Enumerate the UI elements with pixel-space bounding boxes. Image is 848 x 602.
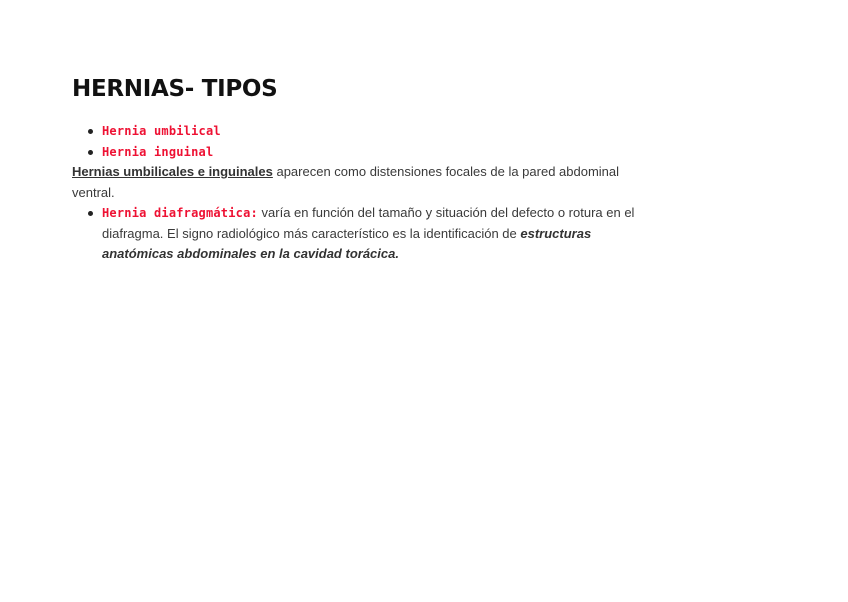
list-item-hernia-umbilical bbox=[102, 121, 652, 142]
list-item-hernia-inguinal bbox=[102, 142, 652, 163]
hernia-diafragmatica-list bbox=[72, 203, 652, 265]
hernia-type-list bbox=[72, 121, 652, 162]
page-title: HERNIAS- TIPOS bbox=[72, 76, 278, 102]
hernia-diafragmatica-emphasis: estructuras anatómicas abdominales en la cavidad torácica. bbox=[102, 225, 592, 261]
paragraph-text: aparecen como distensiones focales de la pared abdominal ventral. bbox=[72, 164, 620, 200]
hernia-diafragmatica-label: Hernia diafragmática: bbox=[102, 206, 258, 220]
content-body bbox=[72, 121, 652, 265]
paragraph-lead: Hernias umbilicales e inguinales bbox=[72, 164, 273, 179]
umbilical-inguinal-paragraph bbox=[72, 162, 652, 203]
list-item-hernia-diafragmatica bbox=[102, 203, 652, 265]
hernia-diafragmatica-text: varía en función del tamaño y situación del defecto o rotura en el diafragma. El signo radiológico más característico es la identificación de bbox=[102, 205, 635, 241]
hernia-umbilical-label: Hernia umbilical bbox=[102, 124, 221, 138]
hernia-inguinal-label: Hernia inguinal bbox=[102, 144, 214, 159]
